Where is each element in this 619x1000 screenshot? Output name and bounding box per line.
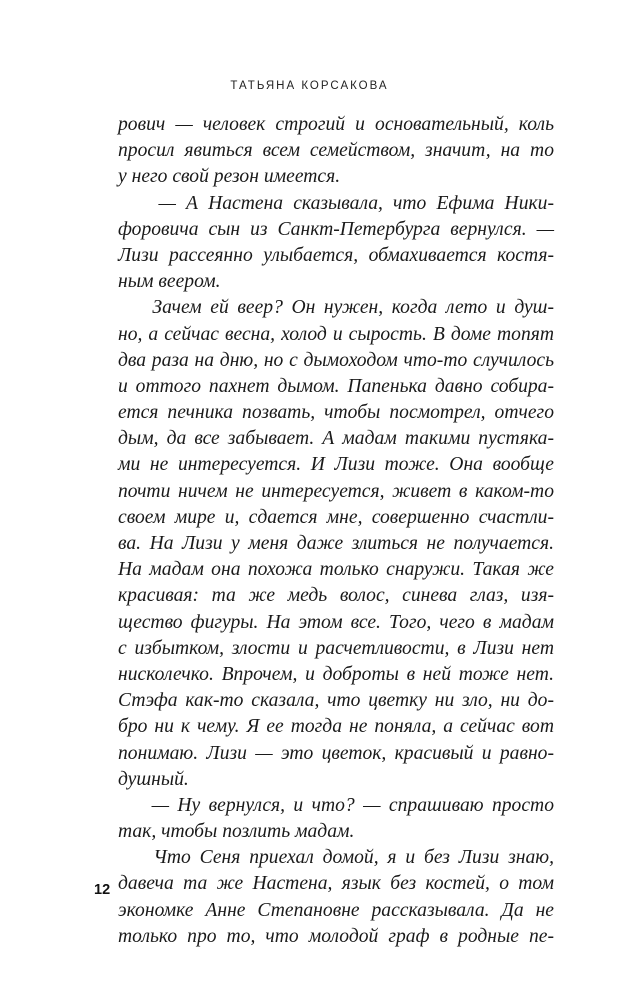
text-line: — Ну вернулся, и что? — спрашиваю просто xyxy=(118,794,554,816)
body-text xyxy=(118,112,554,950)
text-line: рович — человек строгий и основательный, коль xyxy=(118,114,554,135)
text-line: понимаю. Лизи — это цветок, красивый и равно- xyxy=(118,742,554,764)
text-line: у него свой резон имеется. xyxy=(118,166,341,188)
text-line: щество фигуры. На этом все. Того, чего в мадам xyxy=(118,611,554,633)
text-line: так, чтобы позлить мадам. xyxy=(118,821,355,843)
text-line: ми не интересуется. И Лизи тоже. Она вообще xyxy=(118,454,554,476)
text-line: Что Сеня приехал домой, я и без Лизи знаю, xyxy=(118,847,554,869)
text-line: — А Настена сказывала, что Ефима Ники- xyxy=(118,192,554,214)
text-line: ется печника позвать, чтобы посмотрел, отчего xyxy=(118,402,554,424)
text-line: но, а сейчас весна, холод и сырость. В доме топят xyxy=(118,323,554,345)
text-line: На мадам она похожа только снаружи. Такая же xyxy=(118,559,554,581)
text-line: красивая: та же медь волос, синева глаз, изя- xyxy=(118,585,554,607)
text-line: Стэфа как-то сказала, что цветку ни зло, ни до- xyxy=(118,690,554,712)
text-line: Лизи рассеянно улыбается, обмахивается костя- xyxy=(118,244,554,266)
text-line: нисколечко. Впрочем, и доброты в ней тоже нет. xyxy=(118,663,554,685)
text-line: ва. На Лизи у меня даже злиться не получается. xyxy=(118,533,554,554)
text-line: бро ни к чему. Я ее тогда не поняла, а сейчас вот xyxy=(118,716,554,738)
page-number: 12 xyxy=(94,882,111,898)
text-line: ным веером. xyxy=(118,271,221,293)
text-line: два раза на дню, но с дымоходом что-то случилось xyxy=(118,349,554,371)
running-head-author: ТАТЬЯНА КОРСАКОВА xyxy=(230,80,389,92)
text-line: экономке Анне Степановне рассказывала. Да не xyxy=(118,899,554,921)
text-line: давеча та же Настена, язык без костей, о том xyxy=(118,873,554,895)
text-line: просил явиться всем семейством, значит, на то xyxy=(118,140,554,162)
text-line: форовича сын из Санкт-Петербурга вернулся. — xyxy=(118,218,554,240)
text-line: с избытком, злости и расчетливости, в Лизи нет xyxy=(118,637,554,659)
text-line: своем мире и, сдается мне, совершенно счастли- xyxy=(118,506,554,528)
text-line: душный. xyxy=(118,768,189,790)
text-line: и оттого пахнет дымом. Папенька давно собира- xyxy=(118,375,554,397)
text-line: дым, да все забывает. А мадам такими пустяка- xyxy=(118,428,554,450)
text-line: почти ничем не интересуется, живет в каком-то xyxy=(118,480,554,502)
text-line: Зачем ей веер? Он нужен, когда лето и душ- xyxy=(118,297,554,319)
text-line: только про то, что молодой граф в родные пе- xyxy=(118,925,554,947)
